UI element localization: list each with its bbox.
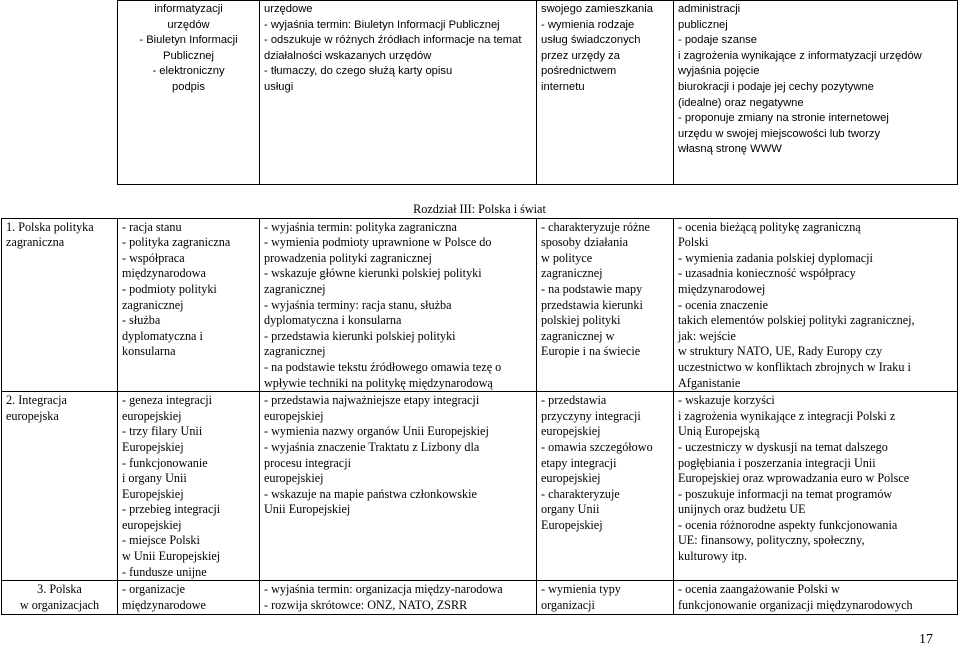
topic-cell: 3. Polska w organizacjach — [2, 581, 118, 615]
content-cell: - organizacje międzynarodowe — [118, 581, 260, 615]
content-cell: - racja stanu - polityka zagraniczna - współpraca międzynarodowa - podmioty polityki zagranicznej - służba dyplomatyczna i konsularna — [118, 218, 260, 392]
topic-cell: 1. Polska polityka zagraniczna — [2, 218, 118, 392]
extended-req-cell: - wymienia typy organizacji — [537, 581, 674, 615]
basic-req-cell: - przedstawia najważniejsze etapy integracji europejskiej - wymienia nazwy organów Unii Europejskiej - wyjaśnia znaczenie Traktatu z Lizbony dla procesu integracji europejskiej - wskazuje na mapie państwa członkowskie Unii Europejskiej — [260, 392, 537, 581]
advanced-req-cell: - ocenia bieżącą politykę zagraniczną Polski - wymienia zadania polskiej dyplomacji - uzasadnia konieczność współpracy międzynarodowej - ocenia znaczenie takich elementów polskiej polityki zagranicznej, jak: wejście w struktury NATO, UE, Rady Europy czy uczestnictwo w konfliktach zbrojnych w Iraku i Afganistanie — [674, 218, 958, 392]
top-cell-content: informatyzacji urzędów - Biuletyn Informacji Publicznej - elektroniczny podpis — [118, 1, 260, 185]
content-cell: - geneza integracji europejskiej - trzy filary Unii Europejskiej - funkcjonowanie i organy Unii Europejskiej - przebieg integracji europejskiej - miejsce Polski w Unii Europejskiej - fundusze unijne — [118, 392, 260, 581]
extended-req-cell: - charakteryzuje różne sposoby działania w polityce zagranicznej - na podstawie mapy przedstawia kierunki polskiej polityki zagranicznej w Europie i na świecie — [537, 218, 674, 392]
top-table — [117, 0, 958, 185]
topic-cell: 2. Integracja europejska — [2, 392, 118, 581]
extended-req-cell: - przedstawia przyczyny integracji europejskiej - omawia szczegółowo etapy integracji europejskiej - charakteryzuje organy Unii Europejskiej — [537, 392, 674, 581]
chapter-table — [1, 202, 958, 615]
top-cell-basic: urzędowe - wyjaśnia termin: Biuletyn Informacji Publicznej - odszukuje w różnych źródłach informacje na temat działalności wskazanych urzędów - tłumaczy, do czego służą karty opisu usługi — [260, 1, 537, 185]
top-cell-advanced: administracji publicznej - podaje szanse i zagrożenia wynikające z informatyzacji urzędów wyjaśnia pojęcie biurokracji i podaje jej cechy pozytywne (idealne) oraz negatywne - proponuje zmiany na stronie internetowej urzędu w swojej miejscowości lub tworzy własną stronę WWW — [674, 1, 958, 185]
page-number: 17 — [919, 632, 933, 648]
top-cell-extended: swojego zamieszkania - wymienia rodzaje usług świadczonych przez urzędy za pośrednictwem internetu — [537, 1, 674, 185]
advanced-req-cell: - wskazuje korzyści i zagrożenia wynikające z integracji Polski z Unią Europejską - uczestniczy w dyskusji na temat dalszego pogłębiania i poszerzania integracji Unii Europejskiej oraz wprowadzania euro w Polsce - poszukuje informacji na temat programów unijnych oraz budżetu UE - ocenia różnorodne aspekty funkcjonowania UE: finansowy, polityczny, społeczny, kulturowy itp. — [674, 392, 958, 581]
basic-req-cell: - wyjaśnia termin: organizacja między-narodowa - rozwija skrótowce: ONZ, NATO, ZSRR — [260, 581, 537, 615]
chapter-title: Rozdział III: Polska i świat — [413, 202, 546, 216]
basic-req-cell: - wyjaśnia termin: polityka zagraniczna - wymienia podmioty uprawnione w Polsce do prowadzenia polityki zagranicznej - wskazuje główne kierunki polskiej polityki zagranicznej - wyjaśnia terminy: racja stanu, służba dyplomatyczna i konsularna - przedstawia kierunki polskiej polityki zagranicznej - na podstawie tekstu źródłowego omawia tezę o wpływie techniki na politykę międzynarodową — [260, 218, 537, 392]
advanced-req-cell: - ocenia zaangażowanie Polski w funkcjonowanie organizacji międzynarodowych — [674, 581, 958, 615]
